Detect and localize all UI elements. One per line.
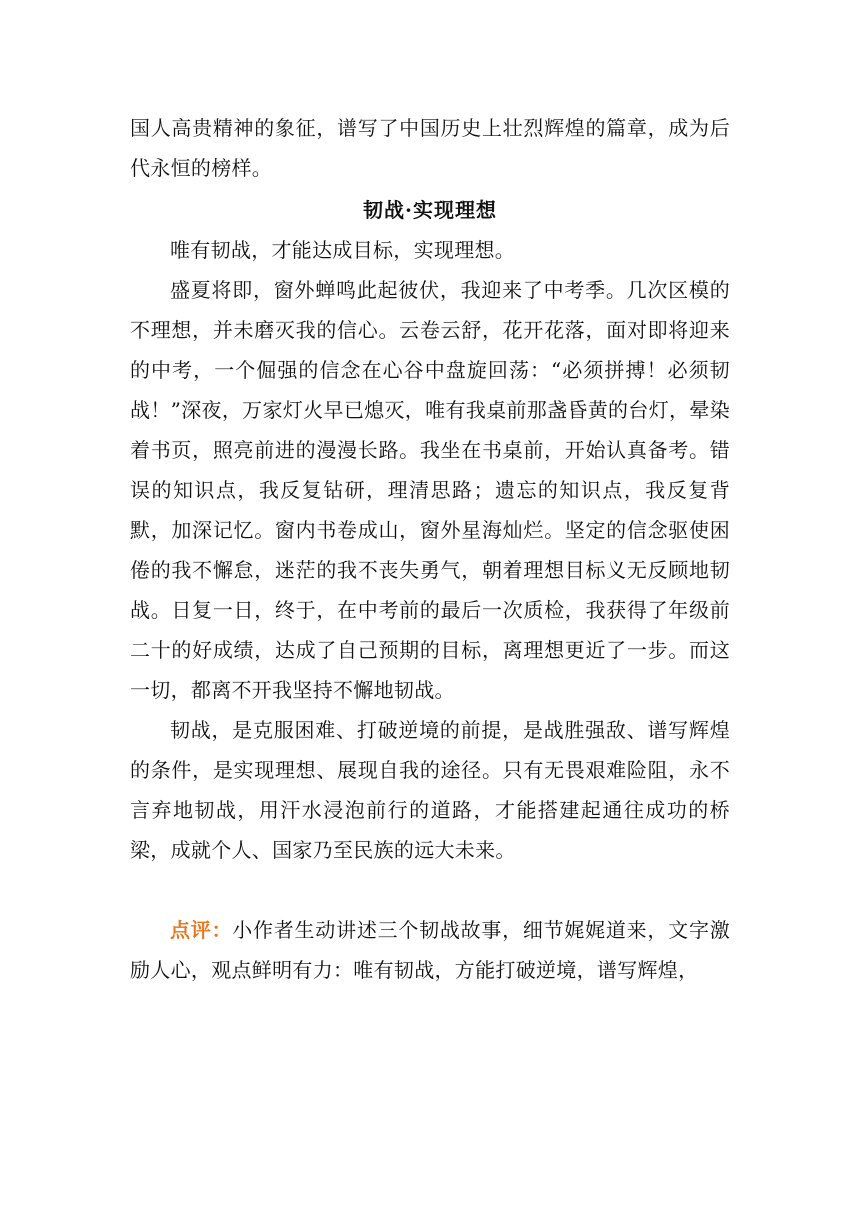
document-page: [130, 108, 730, 990]
paragraph-thesis: 唯有韧战，才能达成目标，实现理想。: [170, 238, 516, 262]
paragraph-story: 盛夏将即，窗外蝉鸣此起彼伏，我迎来了中考季。几次区模的不理想，并未磨灭我的信心。云卷云舒，花开花落，面对即将迎来的中考，一个倔强的信念在心谷中盘旋回荡：“必须拼搏！必须韧战！”深夜，万家灯火早已熄灭，唯有我桌前那盏昏黄的台灯，晕染着书页，照亮前进的漫漫长路。我坐在书桌前，开始认真备考。错误的知识点，我反复钻研，理清思路；遗忘的知识点，我反复背默，加深记忆。窗内书卷成山，窗外星海灿烂。坚定的信念驱使困倦的我不懈怠，迷茫的我不丧失勇气，朝着理想目标义无反顾地韧战。日复一日，终于，在中考前的最后一次质检，我获得了年级前二十的好成绩，达成了自己预期的目标，离理想更近了一步。而这一切，都离不开我坚持不懈地韧战。: [130, 278, 730, 702]
section-title: 韧战·实现理想: [363, 198, 497, 222]
comment-label: 点评：: [170, 918, 233, 942]
paragraph-conclusion: 韧战，是克服困难、打破逆境的前提，是战胜强敌、谱写辉煌的条件，是实现理想、展现自我的途径。只有无畏艰难险阻，永不言弃地韧战，用汗水浸泡前行的道路，才能搭建起通往成功的桥梁，成就个人、国家乃至民族的远大未来。: [130, 718, 730, 862]
intro-paragraph: 国人高贵精神的象征，谱写了中国历史上壮烈辉煌的篇章，成为后代永恒的榜样。: [130, 116, 730, 180]
comment-text: 小作者生动讲述三个韧战故事，细节娓娓道来，文字激励人心，观点鲜明有力：唯有韧战，方能打破逆境，谱写辉煌，: [130, 918, 730, 982]
spacer: [130, 870, 730, 910]
comment-paragraph: [130, 910, 730, 990]
